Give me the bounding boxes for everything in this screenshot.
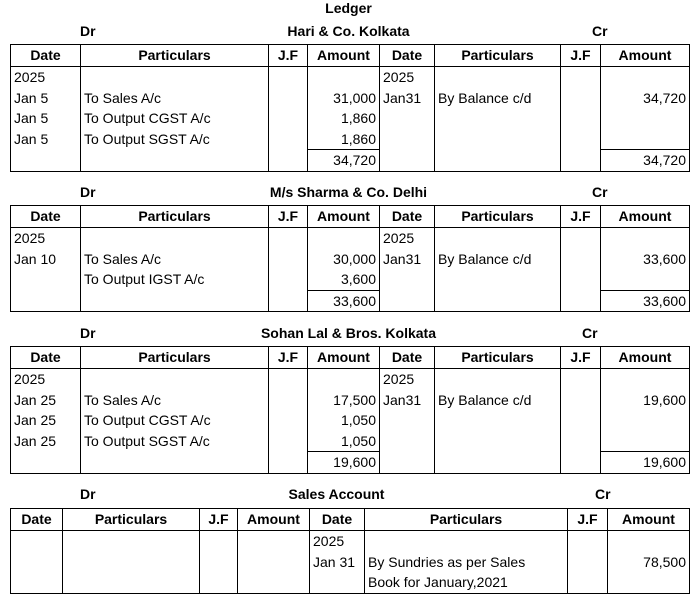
year: 2025	[14, 69, 46, 85]
debit-jf-cell	[269, 369, 308, 474]
debit-particulars-cell	[81, 369, 269, 474]
entry-date: Jan 25	[14, 391, 57, 408]
col-amount: Amount	[601, 206, 690, 228]
header-row	[11, 509, 690, 531]
entry-date: Jan31	[383, 391, 422, 408]
debit-date-cell	[11, 531, 63, 594]
credit-particulars-cell	[435, 228, 561, 312]
table-row	[11, 369, 690, 474]
debit-amount-cell	[308, 67, 380, 172]
entry-particulars: To Output CGST A/c	[84, 110, 211, 126]
debit-jf-cell	[269, 228, 308, 312]
credit-date-cell	[380, 228, 435, 312]
entry-particulars: By Sundries as per Sales	[368, 553, 526, 570]
ledger-table	[10, 508, 690, 594]
dr-label: Dr	[80, 325, 96, 341]
col-jf: J.F	[269, 206, 308, 228]
account-header	[0, 23, 697, 41]
col-jf: J.F	[561, 206, 601, 228]
credit-jf-cell	[568, 531, 608, 594]
ledger-table	[10, 205, 690, 312]
credit-total: 34,720	[601, 149, 689, 171]
entry-particulars: By Balance c/d	[438, 89, 532, 106]
col-amount: Amount	[601, 45, 690, 67]
account-name: M/s Sharma & Co. Delhi	[269, 184, 428, 200]
credit-amount-cell	[601, 228, 690, 312]
entry-amount: 1,860	[340, 110, 376, 126]
ledger-table	[10, 346, 690, 474]
credit-total: 19,600	[601, 451, 689, 473]
credit-particulars-cell	[435, 67, 561, 172]
year: 2025	[14, 230, 46, 246]
debit-total: 33,600	[308, 290, 379, 312]
credit-total: 33,600	[601, 290, 689, 312]
year: 2025	[383, 230, 415, 246]
entry-date: Jan 5	[14, 110, 49, 126]
cr-label: Cr	[582, 325, 598, 341]
debit-particulars-cell	[81, 228, 269, 312]
table-row	[11, 531, 690, 594]
account-name: Sohan Lal & Bros. Kolkata	[260, 325, 437, 341]
entry-amount: 1,860	[340, 130, 376, 147]
col-date: Date	[11, 347, 81, 369]
entry-amount: 17,500	[333, 391, 376, 408]
account-header	[0, 184, 697, 202]
col-date: Date	[11, 206, 81, 228]
col-particulars: Particulars	[81, 206, 269, 228]
entry-date: Jan 25	[14, 432, 57, 449]
debit-total: 34,720	[308, 149, 379, 171]
entry-particulars: By Balance c/d	[438, 250, 532, 267]
debit-particulars-cell	[81, 67, 269, 172]
col-particulars: Particulars	[435, 206, 561, 228]
entry-amount: 30,000	[333, 250, 376, 267]
col-particulars: Particulars	[81, 347, 269, 369]
entry-date: Jan 5	[14, 89, 49, 106]
entry-date: Jan 10	[14, 250, 57, 267]
ledger-title: Ledger	[325, 0, 372, 16]
entry-particulars: To Sales A/c	[84, 391, 162, 408]
credit-amount-cell	[601, 67, 690, 172]
entry-amount: 31,000	[333, 89, 376, 106]
entry-date: Jan31	[383, 89, 422, 106]
entry-particulars: By Balance c/d	[438, 391, 532, 408]
col-date: Date	[11, 509, 63, 531]
col-date: Date	[380, 45, 435, 67]
debit-date-cell	[11, 67, 81, 172]
col-date: Date	[11, 45, 81, 67]
year: 2025	[14, 371, 46, 387]
credit-jf-cell	[561, 369, 601, 474]
entry-date	[14, 269, 77, 290]
entry-amount: 3,600	[340, 271, 376, 287]
credit-date-cell	[310, 531, 365, 594]
entry-particulars: To Output SGST A/c	[84, 130, 210, 147]
col-amount: Amount	[308, 45, 380, 67]
year: 2025	[313, 533, 345, 549]
col-amount: Amount	[601, 347, 690, 369]
cr-label: Cr	[592, 23, 608, 39]
col-date: Date	[310, 509, 365, 531]
col-amount: Amount	[308, 206, 380, 228]
col-particulars: Particulars	[435, 347, 561, 369]
col-jf: J.F	[561, 347, 601, 369]
credit-date-cell	[380, 67, 435, 172]
entry-date: Jan 31	[313, 553, 356, 570]
entry-amount: 78,500	[643, 553, 686, 570]
debit-jf-cell	[200, 531, 238, 594]
table-row	[11, 67, 690, 172]
header-row	[11, 45, 690, 67]
account-header	[0, 486, 697, 504]
credit-date-cell	[380, 369, 435, 474]
year: 2025	[383, 69, 415, 85]
debit-date-cell	[11, 228, 81, 312]
debit-particulars-cell	[63, 531, 200, 594]
account-name: Sales Account	[288, 486, 385, 502]
col-amount: Amount	[238, 509, 310, 531]
credit-jf-cell	[561, 228, 601, 312]
col-jf: J.F	[269, 347, 308, 369]
entry-amount: 1,050	[340, 432, 376, 449]
entry-amount: 19,600	[643, 391, 686, 408]
credit-jf-cell	[561, 67, 601, 172]
col-amount: Amount	[608, 509, 690, 531]
dr-label: Dr	[80, 184, 96, 200]
cr-label: Cr	[595, 486, 611, 502]
ledger-table	[10, 44, 690, 172]
col-jf: J.F	[568, 509, 608, 531]
header-row	[11, 206, 690, 228]
entry-amount: 34,720	[643, 89, 686, 106]
entry-amount: 1,050	[340, 412, 376, 428]
col-particulars: Particulars	[81, 45, 269, 67]
debit-amount-cell	[308, 369, 380, 474]
col-jf: J.F	[561, 45, 601, 67]
credit-amount-cell	[601, 369, 690, 474]
entry-particulars: To Sales A/c	[84, 250, 162, 267]
account-name: Hari & Co. Kolkata	[287, 23, 410, 39]
dr-label: Dr	[80, 486, 96, 502]
credit-amount-cell	[608, 531, 690, 594]
entry-date: Jan 25	[14, 412, 57, 428]
entry-particulars: To Output SGST A/c	[84, 432, 210, 449]
col-amount: Amount	[308, 347, 380, 369]
credit-particulars-cell	[435, 369, 561, 474]
debit-total: 19,600	[308, 451, 379, 473]
debit-date-cell	[11, 369, 81, 474]
year: 2025	[383, 371, 415, 387]
table-row	[11, 228, 690, 312]
debit-amount-cell	[238, 531, 310, 594]
col-date: Date	[380, 206, 435, 228]
col-particulars: Particulars	[63, 509, 200, 531]
col-date: Date	[380, 347, 435, 369]
col-particulars: Particulars	[365, 509, 568, 531]
entry-particulars: To Output CGST A/c	[84, 412, 211, 428]
entry-particulars: Book for January,2021	[368, 574, 508, 590]
col-particulars: Particulars	[435, 45, 561, 67]
entry-particulars: To Sales A/c	[84, 89, 162, 106]
col-jf: J.F	[200, 509, 238, 531]
entry-particulars: To Output IGST A/c	[84, 271, 205, 287]
col-jf: J.F	[269, 45, 308, 67]
header-row	[11, 347, 690, 369]
dr-label: Dr	[80, 23, 96, 39]
cr-label: Cr	[592, 184, 608, 200]
entry-date: Jan31	[383, 250, 422, 267]
entry-date: Jan 5	[14, 130, 49, 147]
entry-amount: 33,600	[643, 250, 686, 267]
account-header	[0, 325, 697, 343]
credit-particulars-cell	[365, 531, 568, 594]
debit-jf-cell	[269, 67, 308, 172]
debit-amount-cell	[308, 228, 380, 312]
